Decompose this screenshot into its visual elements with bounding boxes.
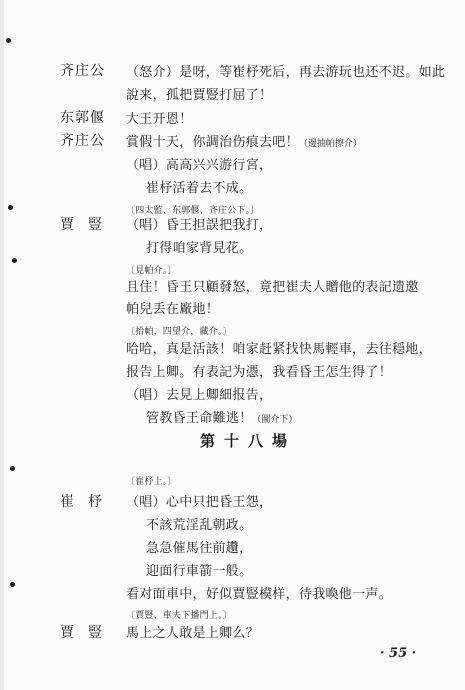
dialogue-line: 看对面車中，好似賈豎模样，待我喚他一声。	[126, 587, 393, 602]
margin-dot	[10, 582, 15, 587]
sung-line: 打得咱家背見花。	[146, 241, 253, 256]
dialogue-line: 大王开恩！	[126, 112, 193, 127]
sung-text: 管教昏王命難逃！	[146, 411, 253, 426]
stage-direction: 〔四太監、东郭偃、齐庄公下。〕	[126, 206, 260, 216]
sung-line: 急急催馬往前趲，	[146, 541, 253, 556]
stage-direction: （圖介下）	[252, 415, 298, 425]
dialogue-line: （怒介）是呀，等崔杼死后，再去游玩也还不迟。如此	[126, 65, 446, 80]
dialogue-text: 賞假十天，你調治伤痕去吧！	[126, 135, 299, 150]
stage-direction: 〔見帕介。〕	[126, 266, 177, 276]
scene-title: 第十八場	[200, 432, 297, 450]
dialogue-line: 馬上之人敢是上卿么？	[126, 626, 260, 641]
sung-line: （唱）去見上卿細报告，	[126, 388, 273, 403]
stage-direction: 〔崔杼上。〕	[126, 477, 177, 487]
sung-line: （唱）高高兴兴游行宮，	[126, 158, 273, 173]
dialogue-line: 报告上卿。有表記为憑，我看昏王怎生得了！	[126, 365, 393, 380]
dialogue-line	[126, 131, 362, 150]
speaker-label: 崔杼	[60, 494, 116, 510]
sung-line	[146, 407, 297, 426]
stage-direction: 〔拾帕，四望介，藏介。〕	[126, 327, 232, 337]
sung-line: 崔杼活着去不成。	[146, 181, 253, 196]
sung-line: 不該荒淫乱朝政。	[146, 518, 253, 533]
margin-dot	[12, 258, 17, 263]
page-number: · 55 ·	[380, 646, 417, 661]
dialogue-line: 哈哈，真是活該！咱家赶紧找快馬輕車，去往穏地，	[126, 342, 432, 357]
sung-line: 迎面行車箭一般。	[146, 564, 253, 579]
stage-direction: （邊抽帕擦介）	[298, 139, 362, 149]
speaker-label: 賈豎	[60, 625, 116, 641]
sung-line: （唱）昏王担誤把我打，	[126, 218, 273, 233]
dialogue-line: 且住！昏王只顧發怒，竟把崔夫人贈他的表記遗邀	[126, 280, 419, 295]
margin-dot	[6, 38, 11, 43]
dialogue-line: 帕兒丢在廠地！	[126, 302, 220, 317]
speaker-label: 东郭偃	[60, 110, 105, 126]
margin-dot	[8, 205, 13, 210]
sung-line: （唱）心中只把昏王怨，	[126, 495, 273, 510]
margin-dot	[10, 466, 15, 471]
stage-direction: 〔賈豎、車夫下播門上。〕	[126, 611, 232, 621]
speaker-label: 齐庄公	[60, 133, 105, 149]
speaker-label: 賈豎	[60, 217, 116, 233]
page-fold-shadow	[0, 0, 4, 690]
dialogue-line: 說来，孤把賈豎打屈了！	[126, 88, 273, 103]
speaker-label: 齐庄公	[60, 63, 105, 79]
